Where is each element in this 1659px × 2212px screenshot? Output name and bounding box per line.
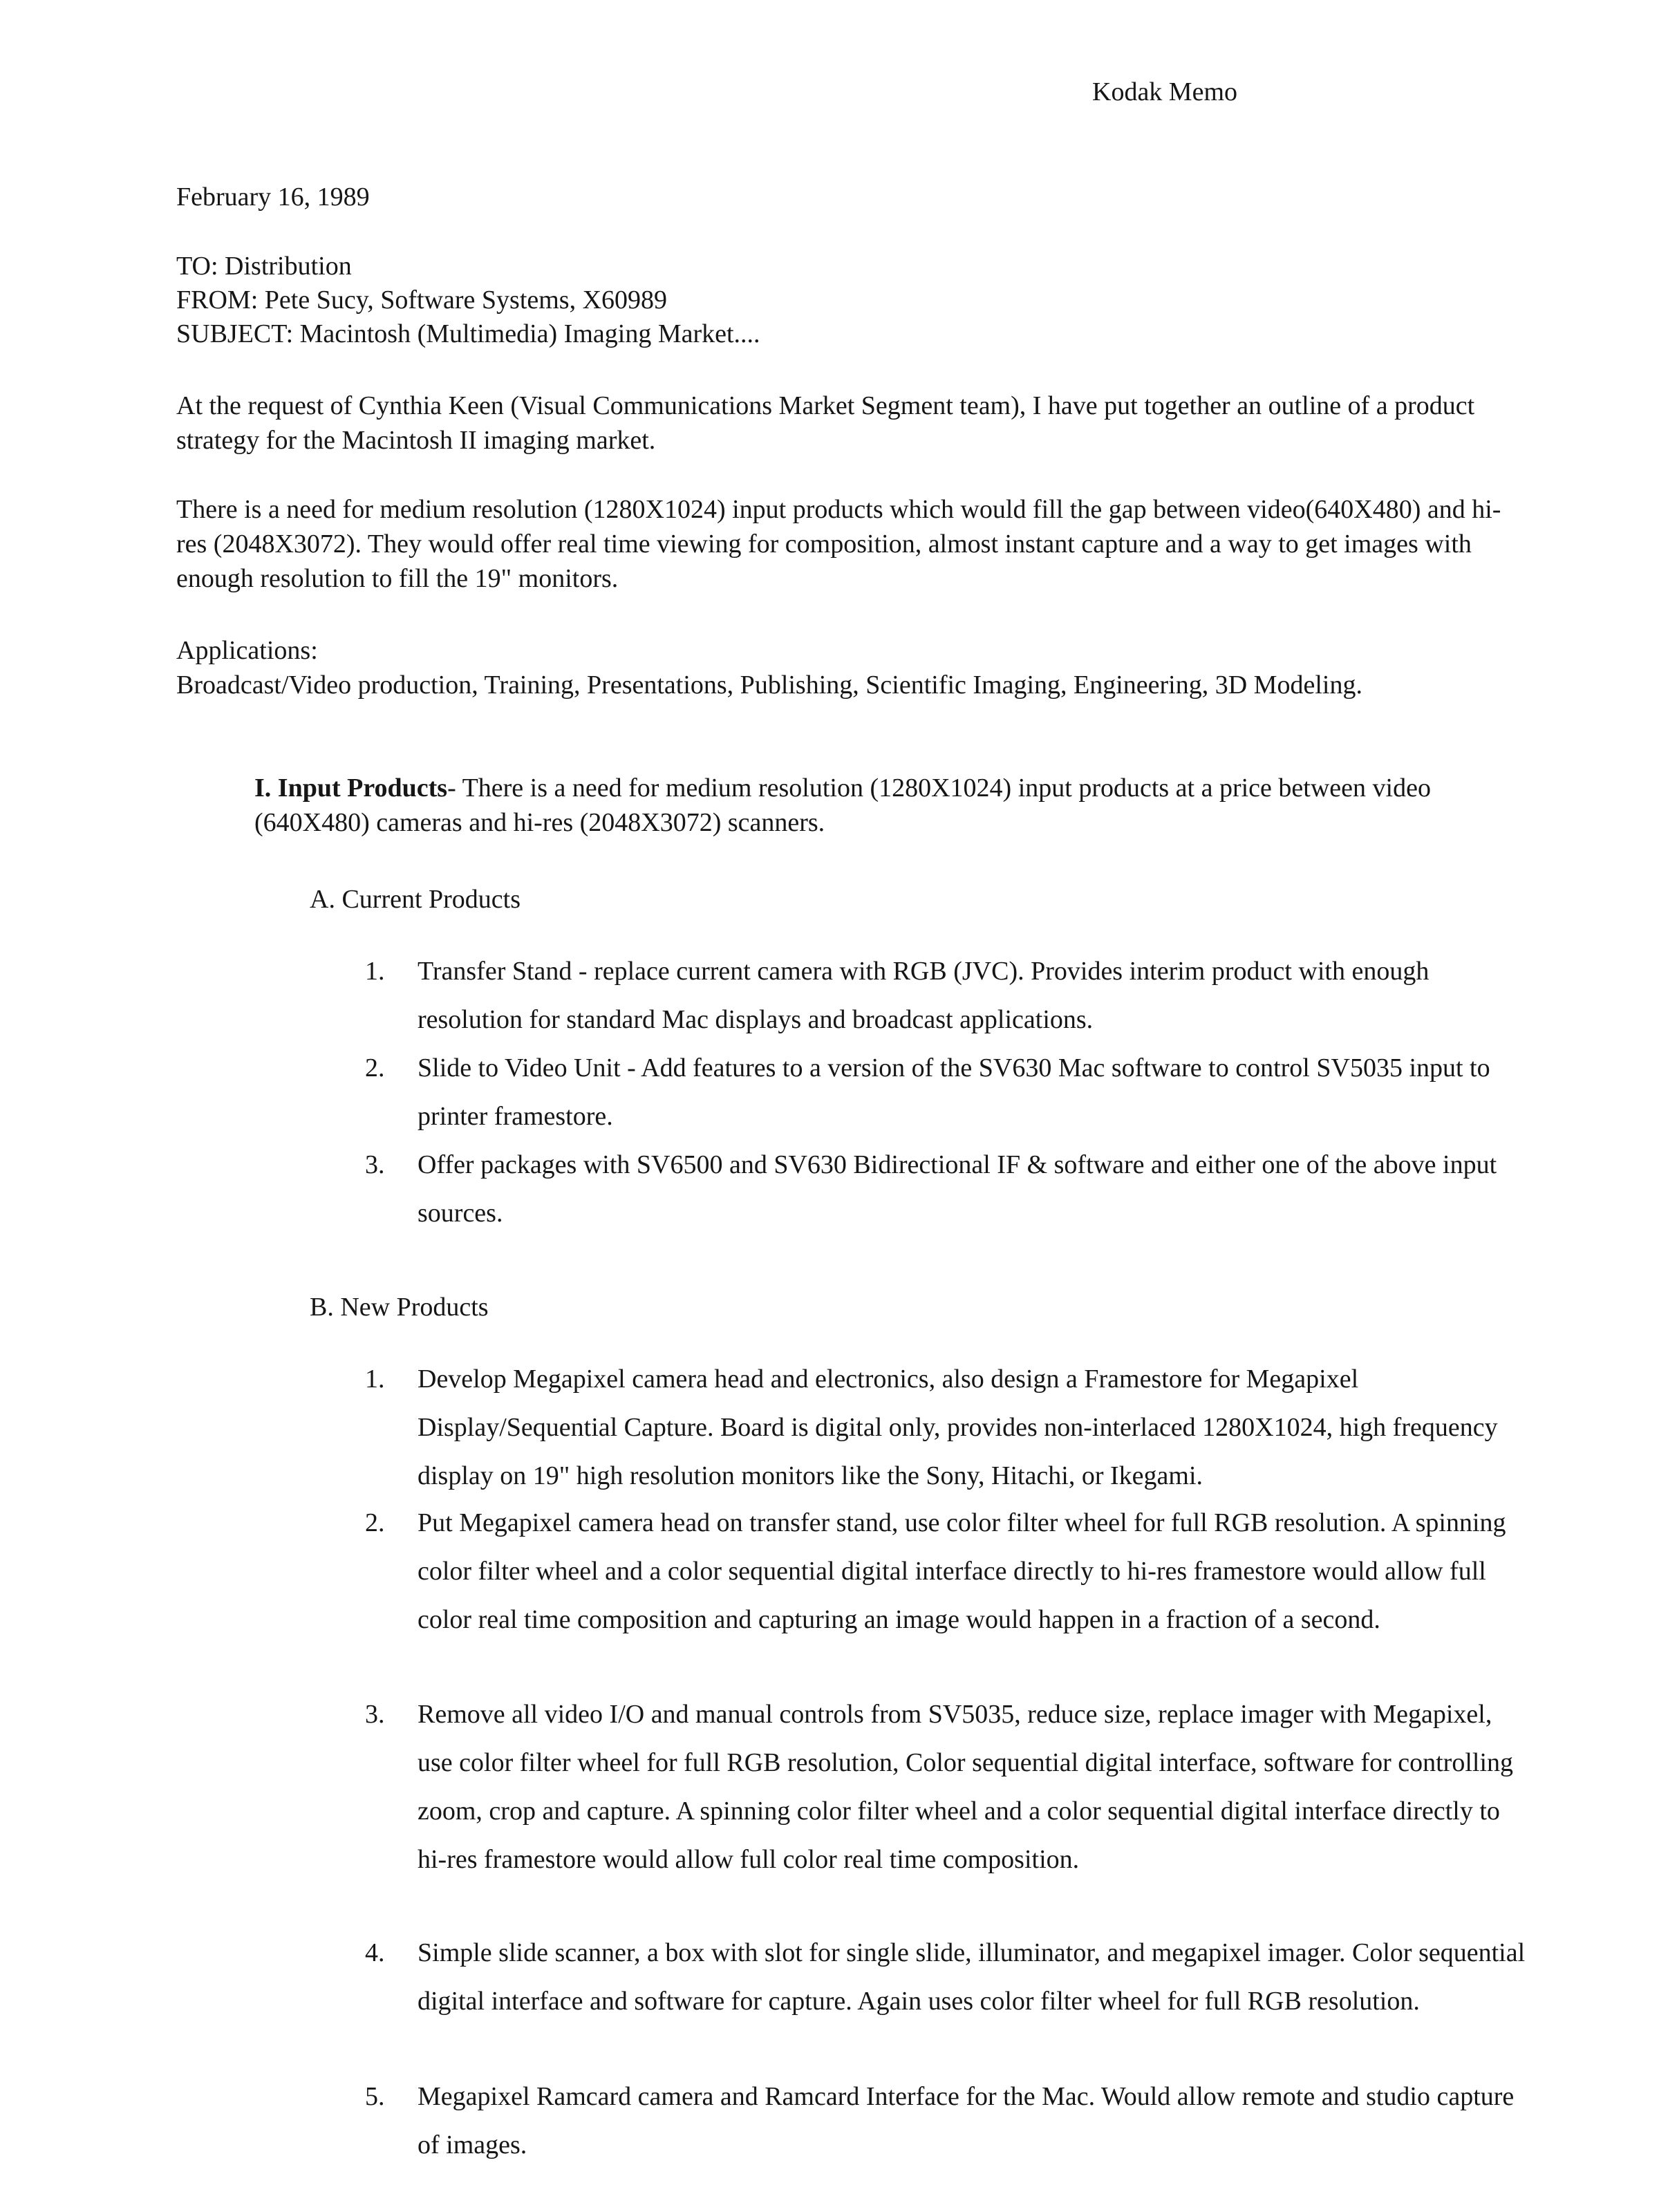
memo-from-line: FROM: Pete Sucy, Software Systems, X60989 xyxy=(176,285,668,315)
list-item-number: 2. xyxy=(365,1053,385,1082)
list-item-text: Remove all video I/O and manual controls from SV5035, reduce size, replace imager with Megapixel, use color filter wheel for full RGB resolution, Color sequential digital interface, software for controlling zoom, crop and capture. A spinning color filter wheel and a color sequential digital interface directly to hi-res framestore would allow full color real time composition. xyxy=(418,1700,1513,1874)
list-item-text: Put Megapixel camera head on transfer stand, use color filter wheel for full RGB resolution. A spinning color filter wheel and a color sequential digital interface directly to hi-res framestore would allow full color real time composition and capturing an image would happen in a fraction of a second. xyxy=(418,1508,1506,1634)
list-item-text: Develop Megapixel camera head and electronics, also design a Framestore for Megapixel Display/Sequential Capture. Board is digital only, provides non-interlaced 1280X1024, high frequency display on 19" high resolution monitors like the Sony, Hitachi, or Ikegami. xyxy=(418,1365,1498,1490)
list-item-number: 3. xyxy=(365,1150,385,1179)
list-item-text: Simple slide scanner, a box with slot for single slide, illuminator, and megapixel imager. Color sequential digital interface and software for capture. Again uses color filter wheel for full RGB resolution. xyxy=(418,1938,1526,2016)
new-products-heading: B. New Products xyxy=(310,1293,489,1322)
memo-header-title: Kodak Memo xyxy=(1092,77,1238,106)
need-paragraph: There is a need for medium resolution (1280X1024) input products which would fill the gap between video(640X480) and hi-res (2048X3072). They would offer real time viewing for composition, almost instant capture and a way to get images with enough resolution to fill the 19" monitors. xyxy=(176,495,1501,593)
list-item-number: 4. xyxy=(365,1938,385,1967)
list-item-number: 1. xyxy=(365,1365,385,1394)
list-item-number: 3. xyxy=(365,1700,385,1729)
list-item-number: 2. xyxy=(365,1508,385,1537)
list-item-text: Slide to Video Unit - Add features to a version of the SV630 Mac software to control SV5035 input to printer framestore. xyxy=(418,1053,1490,1131)
memo-to-line: TO: Distribution xyxy=(176,252,352,281)
intro-paragraph: At the request of Cynthia Keen (Visual Communications Market Segment team), I have put together an outline of a product strategy for the Macintosh II imaging market. xyxy=(176,391,1475,455)
memo-subject-line: SUBJECT: Macintosh (Multimedia) Imaging Market.... xyxy=(176,319,760,348)
applications-label: Applications: xyxy=(176,636,318,665)
list-item-text: Transfer Stand - replace current camera with RGB (JVC). Provides interim product with enough resolution for standard Mac displays and broadcast applications. xyxy=(418,957,1430,1034)
section-title: I. Input Products xyxy=(254,774,448,803)
list-item-text: Offer packages with SV6500 and SV630 Bidirectional IF & software and either one of the above input sources. xyxy=(418,1150,1497,1228)
applications-list: Broadcast/Video production, Training, Presentations, Publishing, Scientific Imaging, Engineering, 3D Modeling. xyxy=(176,671,1362,700)
list-item-number: 5. xyxy=(365,2082,385,2111)
memo-date: February 16, 1989 xyxy=(176,182,370,212)
list-item-text: Megapixel Ramcard camera and Ramcard Interface for the Mac. Would allow remote and studio capture of images. xyxy=(418,2082,1515,2159)
list-item-number: 1. xyxy=(365,957,385,986)
current-products-heading: A. Current Products xyxy=(310,885,521,914)
input-products-section xyxy=(254,771,1499,840)
section-text: - There is a need for medium resolution (1280X1024) input products at a price between video (640X480) cameras and hi-res (2048X3072) scanners. xyxy=(254,774,1431,837)
